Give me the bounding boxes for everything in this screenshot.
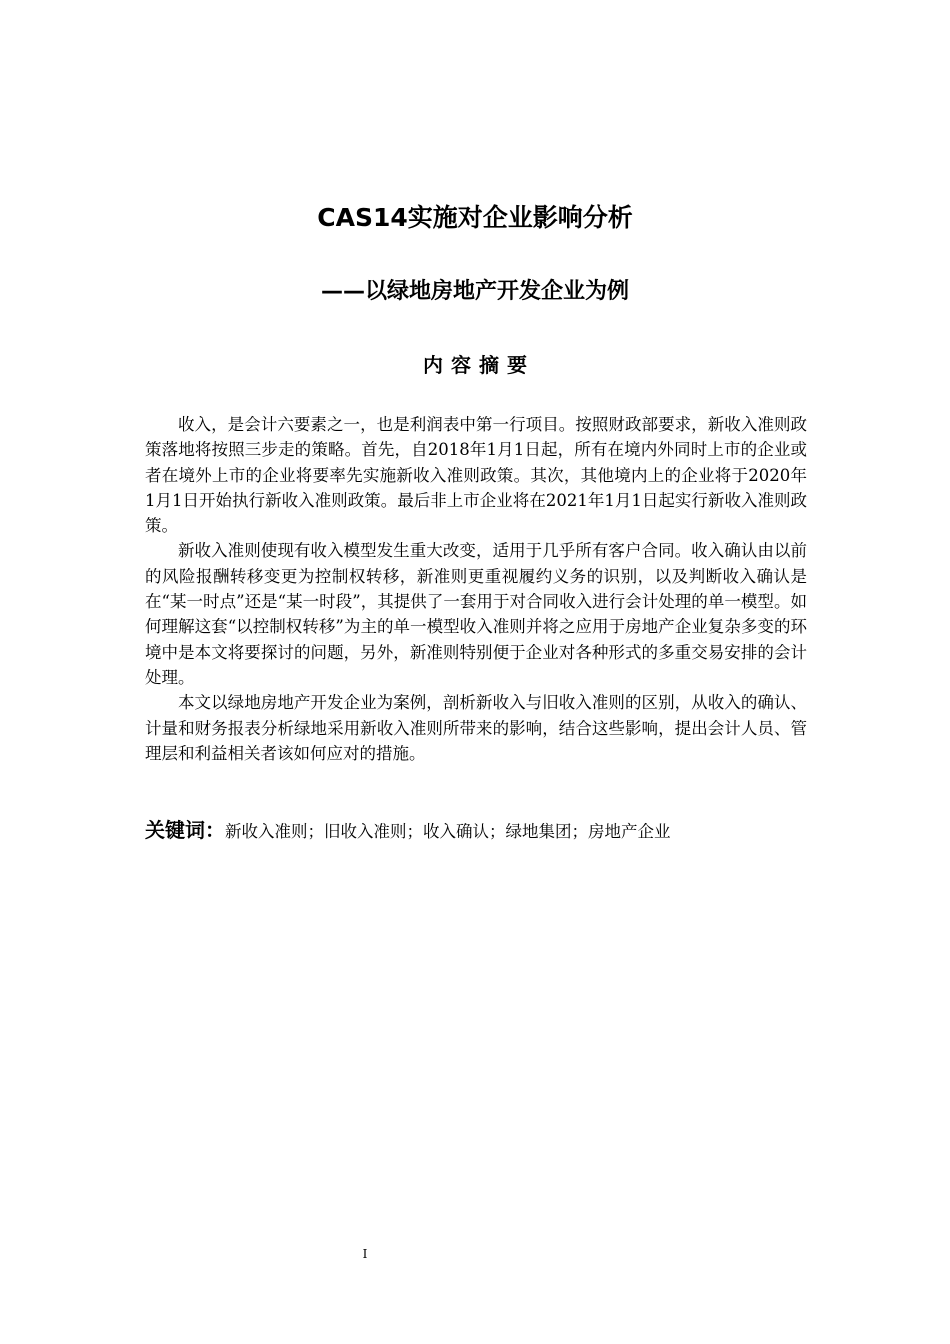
document-subtitle: ——以绿地房地产开发企业为例 xyxy=(320,279,629,304)
abstract-body xyxy=(145,412,807,766)
abstract-paragraph-3: 本文以绿地房地产开发企业为案例，剖析新收入与旧收入准则的区别，从收入的确认、计量和财务报表分析绿地采用新收入准则所带来的影响，结合这些影响，提出会计人员、管理层和利益相关者该如何应对的措施。 xyxy=(145,693,807,763)
keywords-text: 新收入准则；旧收入准则；收入确认；绿地集团；房地产企业 xyxy=(225,822,671,841)
keywords-line xyxy=(145,815,807,848)
abstract-paragraph-2: 新收入准则使现有收入模型发生重大改变，适用于几乎所有客户合同。收入确认由以前的风险报酬转移变更为控制权转移，新准则更重视履约义务的识别，以及判断收入确认是在“某一时点”还是“某一时段”，其提供了一套用于对合同收入进行会计处理的单一模型。如何理解这套“以控制权转移”为主的单一模型收入准则并将之应用于房地产企业复杂多变的环境中是本文将要探讨的问题，另外，新准则特别便于企业对各种形式的多重交易安排的会计处理。 xyxy=(145,541,807,687)
abstract-paragraph-1: 收入，是会计六要素之一，也是利润表中第一行项目。按照财政部要求，新收入准则政策落地将按照三步走的策略。首先，自2018年1月1日起，所有在境内外同时上市的企业或者在境外上市的企业将要率先实施新收入准则政策。其次，其他境内上的企业将于2020年1月1日开始执行新收入准则政策。最后非上市企业将在2021年1月1日起实行新收入准则政策。 xyxy=(145,415,807,536)
page-number: I xyxy=(362,1247,368,1261)
document-title: CAS14实施对企业影响分析 xyxy=(317,203,633,232)
keywords-label: 关键词： xyxy=(145,818,225,842)
abstract-heading: 内容摘要 xyxy=(423,353,535,377)
